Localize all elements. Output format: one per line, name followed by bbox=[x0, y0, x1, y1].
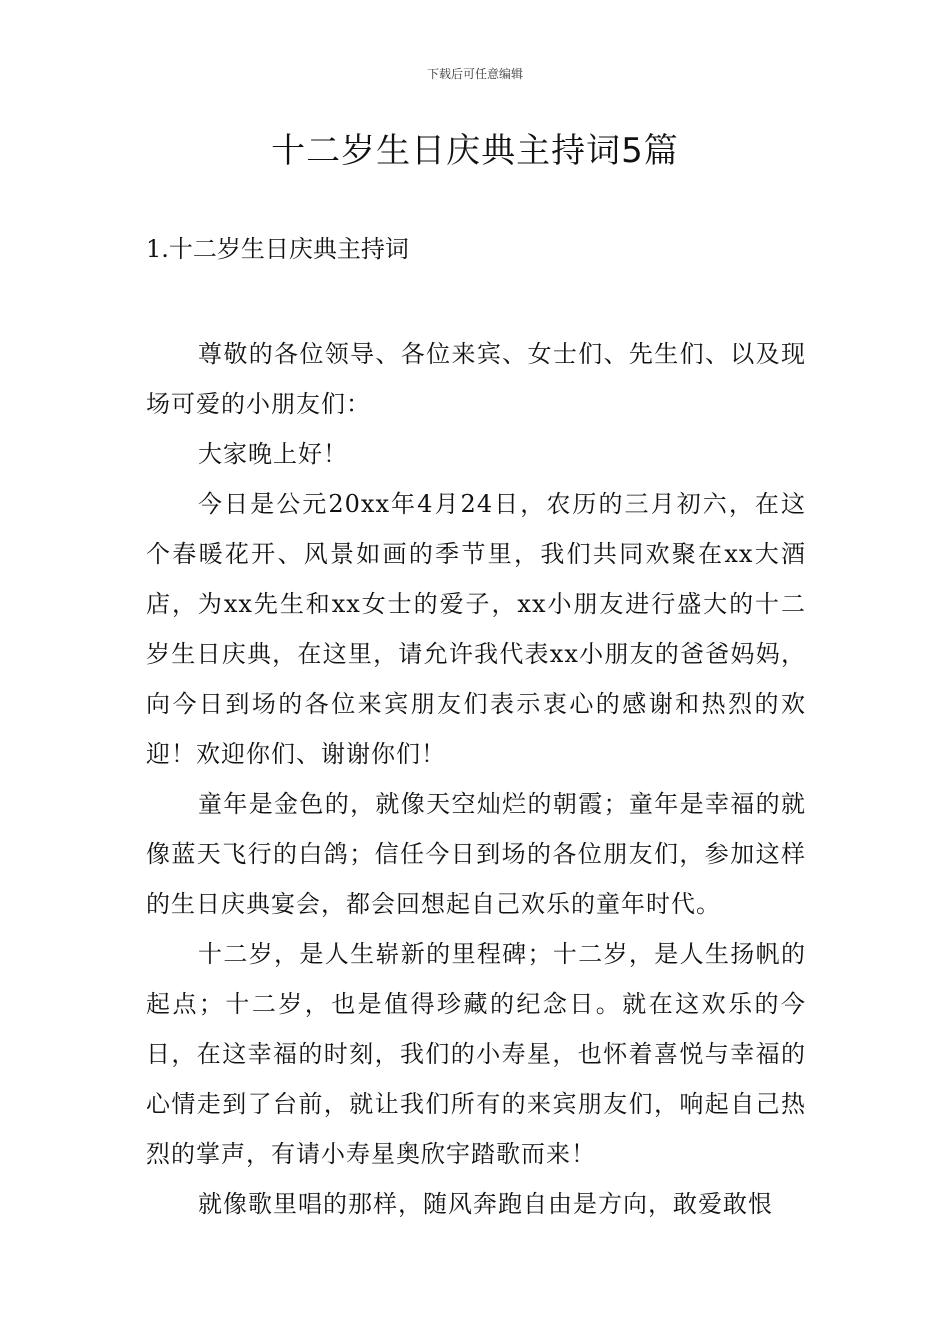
paragraph: 童年是金色的，就像天空灿烂的朝霞；童年是幸福的就像蓝天飞行的白鸽；信任今日到场的各位朋友们，参加这样的生日庆典宴会，都会回想起自己欢乐的童年时代。 bbox=[146, 790, 806, 918]
section-heading: 1.十二岁生日庆典主持词 bbox=[146, 235, 409, 263]
paragraph: 今日是公元20xx年4月24日，农历的三月初六，在这个春暖花开、风景如画的季节里，我们共同欢聚在xx大酒店，为xx先生和xx女士的爱子，xx小朋友进行盛大的十二岁生日庆典，在这里，请允许我代表xx小朋友的爸爸妈妈，向今日到场的各位来宾朋友们表示衷心的感谢和热烈的欢迎！欢迎你们、谢谢你们！ bbox=[146, 490, 806, 768]
paragraph: 尊敬的各位领导、各位来宾、女士们、先生们、以及现场可爱的小朋友们： bbox=[146, 340, 806, 418]
document-body bbox=[146, 329, 806, 1229]
paragraph: 十二岁，是人生崭新的里程碑；十二岁，是人生扬帆的起点；十二岁，也是值得珍藏的纪念日。就在这欢乐的今日，在这幸福的时刻，我们的小寿星，也怀着喜悦与幸福的心情走到了台前，就让我们所有的来宾朋友们，响起自己热烈的掌声，有请小寿星奥欣宇踏歌而来！ bbox=[146, 940, 806, 1168]
header-note: 下载后可任意编辑 bbox=[426, 67, 523, 81]
paragraph: 就像歌里唱的那样，随风奔跑自由是方向，敢爱敢恨 bbox=[198, 1190, 773, 1218]
document-title: 十二岁生日庆典主持词5篇 bbox=[271, 131, 679, 171]
paragraph: 大家晚上好！ bbox=[198, 440, 348, 468]
